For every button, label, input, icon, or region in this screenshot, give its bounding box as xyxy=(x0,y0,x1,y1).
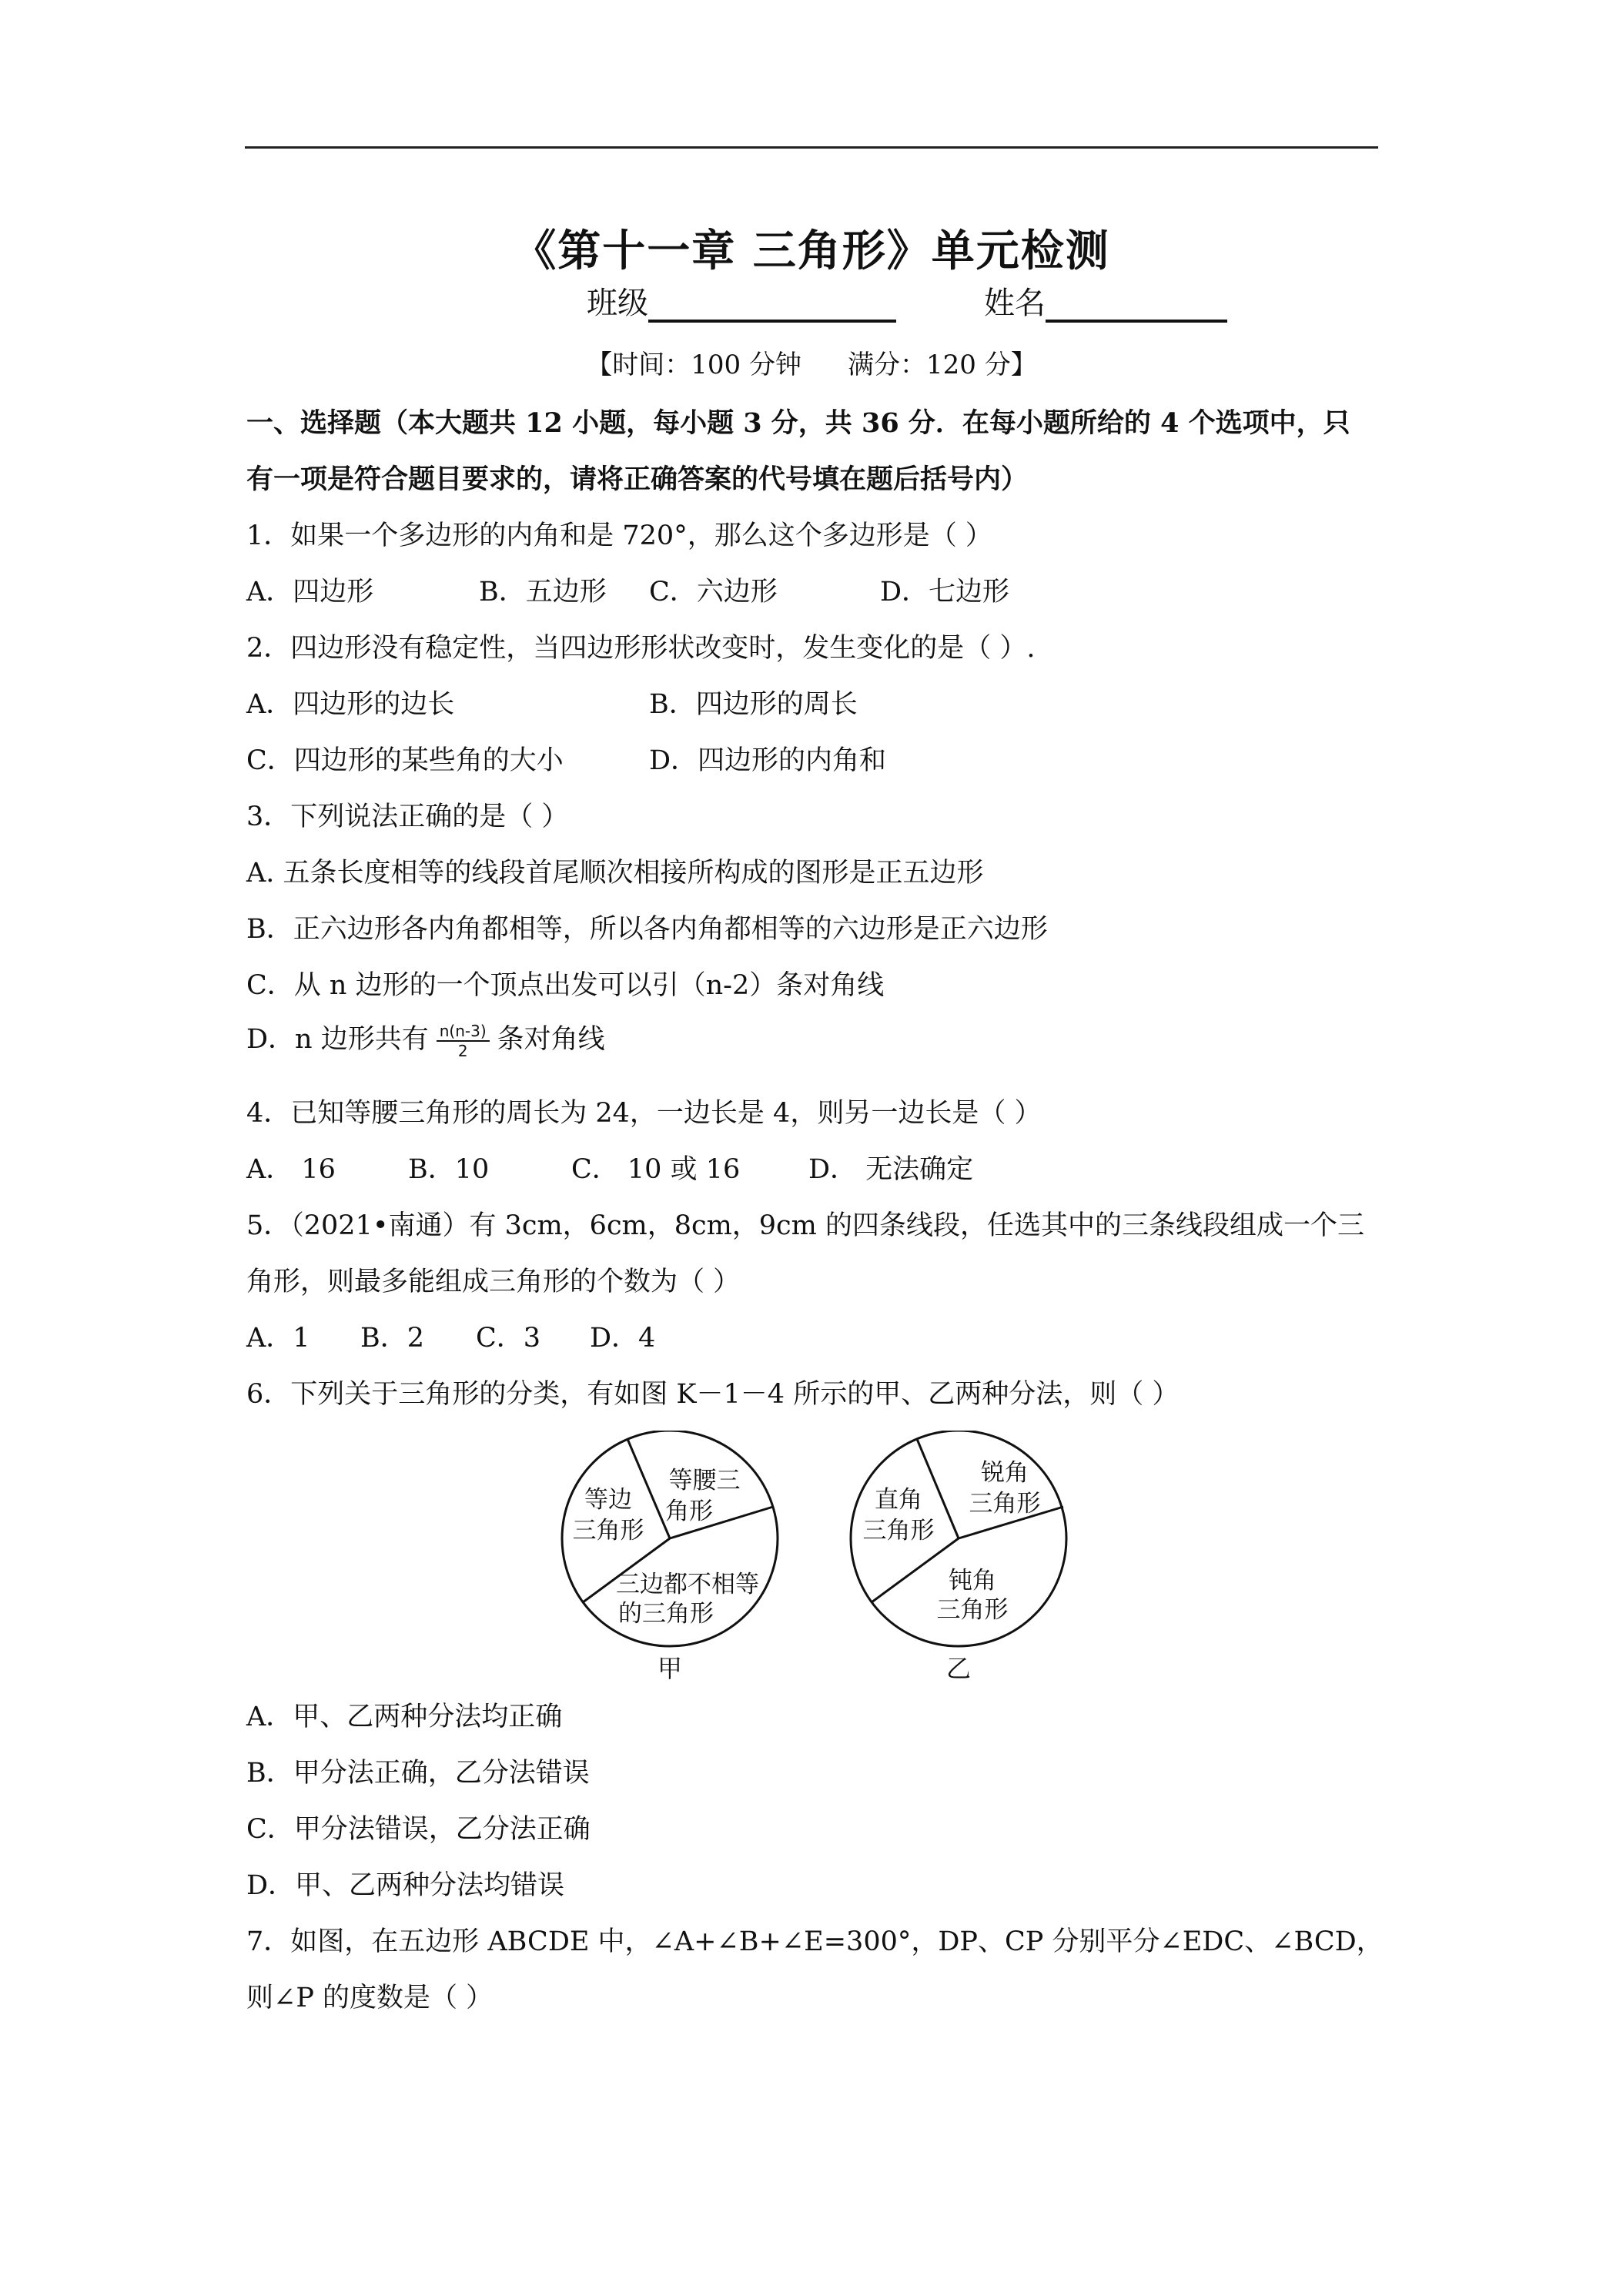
q3-option-d-prefix: D．n 边形共有 xyxy=(246,1024,429,1055)
question-2-stem: 2．四边形没有稳定性，当四边形形状改变时，发生变化的是（ ）. xyxy=(246,633,1036,664)
pie-yi-bottom-label-1: 钝角 xyxy=(949,1567,996,1595)
class-blank[interactable] xyxy=(648,289,896,323)
header-rule xyxy=(245,146,1378,149)
q2-option-a[interactable]: A．四边形的边长 xyxy=(246,689,455,720)
q1-option-a[interactable]: A．四边形 xyxy=(246,577,374,607)
question-1-stem: 1．如果一个多边形的内角和是 720°，那么这个多边形是（ ） xyxy=(246,520,992,551)
q5-option-c[interactable]: C．3 xyxy=(476,1323,541,1354)
section-heading-line2: 有一项是符合题目要求的，请将正确答案的代号填在题后括号内） xyxy=(246,464,1029,495)
q6-option-a[interactable]: A．甲、乙两种分法均正确 xyxy=(246,1702,563,1732)
pie-yi-caption: 乙 xyxy=(945,1654,972,1683)
q3-option-b[interactable]: B．正六边形各内角都相等，所以各内角都相等的六边形是正六边形 xyxy=(246,914,1048,945)
question-5-stem-line2: 角形，则最多能组成三角形的个数为（ ） xyxy=(246,1267,741,1297)
q3-option-c[interactable]: C．从 n 边形的一个顶点出发可以引（n-2）条对角线 xyxy=(246,970,885,1001)
q5-option-a[interactable]: A．1 xyxy=(246,1323,310,1354)
section-heading-line1: 一、选择题（本大题共 12 小题，每小题 3 分，共 36 分．在每小题所给的 4 个选项中，只 xyxy=(246,407,1350,439)
q3-option-d-suffix: 条对角线 xyxy=(497,1024,605,1055)
pie-yi-bottom-label-2: 三角形 xyxy=(936,1596,1009,1624)
class-label: 班级 xyxy=(587,286,648,321)
q4-option-c[interactable]: C． 10 或 16 xyxy=(571,1154,741,1185)
q2-option-d[interactable]: D．四边形的内角和 xyxy=(649,745,887,776)
question-7-stem-line1: 7．如图，在五边形 ABCDE 中，∠A+∠B+∠E=300°，DP、CP 分别平分∠EDC、∠BCD， xyxy=(246,1926,1384,1957)
question-7-stem-line2: 则∠P 的度数是（ ） xyxy=(246,1983,494,2013)
q6-option-c[interactable]: C．甲分法错误，乙分法正确 xyxy=(246,1814,591,1845)
q5-option-b[interactable]: B．2 xyxy=(360,1323,424,1354)
name-label: 姓名 xyxy=(984,286,1046,321)
class-field xyxy=(587,279,896,323)
pie-jia-left-label-1: 等边 xyxy=(584,1486,632,1514)
pie-yi-top-label-2: 三角形 xyxy=(969,1490,1041,1518)
q4-option-d[interactable]: D． 无法确定 xyxy=(808,1154,974,1185)
pie-jia-top-label-2: 角形 xyxy=(665,1498,713,1525)
q5-option-d[interactable]: D．4 xyxy=(590,1323,656,1354)
q2-option-b[interactable]: B．四边形的周长 xyxy=(649,689,858,720)
name-blank[interactable] xyxy=(1046,289,1227,323)
q3-option-d[interactable] xyxy=(246,1018,605,1060)
fraction xyxy=(437,1022,490,1060)
fraction-denominator: 2 xyxy=(457,1041,468,1060)
time-score-info xyxy=(0,343,1623,381)
pie-chart-yi xyxy=(851,1431,1066,1683)
q1-option-b[interactable]: B．五边形 xyxy=(479,577,607,607)
question-4-stem: 4．已知等腰三角形的周长为 24，一边长是 4，则另一边长是（ ） xyxy=(246,1098,1042,1129)
pie-yi-left-label-1: 直角 xyxy=(875,1486,922,1514)
question-3-stem: 3．下列说法正确的是（ ） xyxy=(246,802,569,832)
q1-option-d[interactable]: D．七边形 xyxy=(880,577,1010,607)
classification-figure xyxy=(558,1431,1097,1685)
name-field xyxy=(984,279,1227,323)
pie-jia-caption: 甲 xyxy=(657,1654,683,1683)
fraction-numerator: n(n-3) xyxy=(437,1022,490,1042)
q6-option-d[interactable]: D．甲、乙两种分法均错误 xyxy=(246,1870,565,1901)
pie-yi-left-label-2: 三角形 xyxy=(862,1517,935,1545)
pie-yi-divider-left xyxy=(872,1538,959,1602)
pie-jia-bottom-label-1: 三边都不相等 xyxy=(616,1571,759,1598)
full-score: 满分：120 分】 xyxy=(848,350,1037,380)
pie-jia-left-label-2: 三角形 xyxy=(572,1517,644,1545)
q6-option-b[interactable]: B．甲分法正确，乙分法错误 xyxy=(246,1758,590,1789)
page-title: 《第十一章 三角形》单元检测 xyxy=(513,226,1110,276)
q2-option-c[interactable]: C．四边形的某些角的大小 xyxy=(246,745,564,776)
q4-option-b[interactable]: B．10 xyxy=(408,1154,490,1185)
q3-option-a[interactable]: A. 五条长度相等的线段首尾顺次相接所构成的图形是正五边形 xyxy=(246,858,984,889)
pie-jia-top-label-1: 等腰三 xyxy=(668,1467,741,1494)
pie-yi-top-label-1: 锐角 xyxy=(981,1459,1029,1487)
pie-jia-bottom-label-2: 的三角形 xyxy=(618,1600,714,1628)
time-limit: 【时间：100 分钟 xyxy=(586,350,801,380)
question-6-stem: 6．下列关于三角形的分类，有如图 K－1－4 所示的甲、乙两种分法，则（ ） xyxy=(246,1379,1180,1410)
question-5-stem-line1: 5．（2021•南通）有 3cm，6cm，8cm，9cm 的四条线段，任选其中的三条线段组成一个三 xyxy=(246,1210,1364,1241)
pie-chart-jia xyxy=(562,1431,778,1683)
q1-option-c[interactable]: C．六边形 xyxy=(649,577,778,607)
q4-option-a[interactable]: A． 16 xyxy=(246,1154,336,1185)
